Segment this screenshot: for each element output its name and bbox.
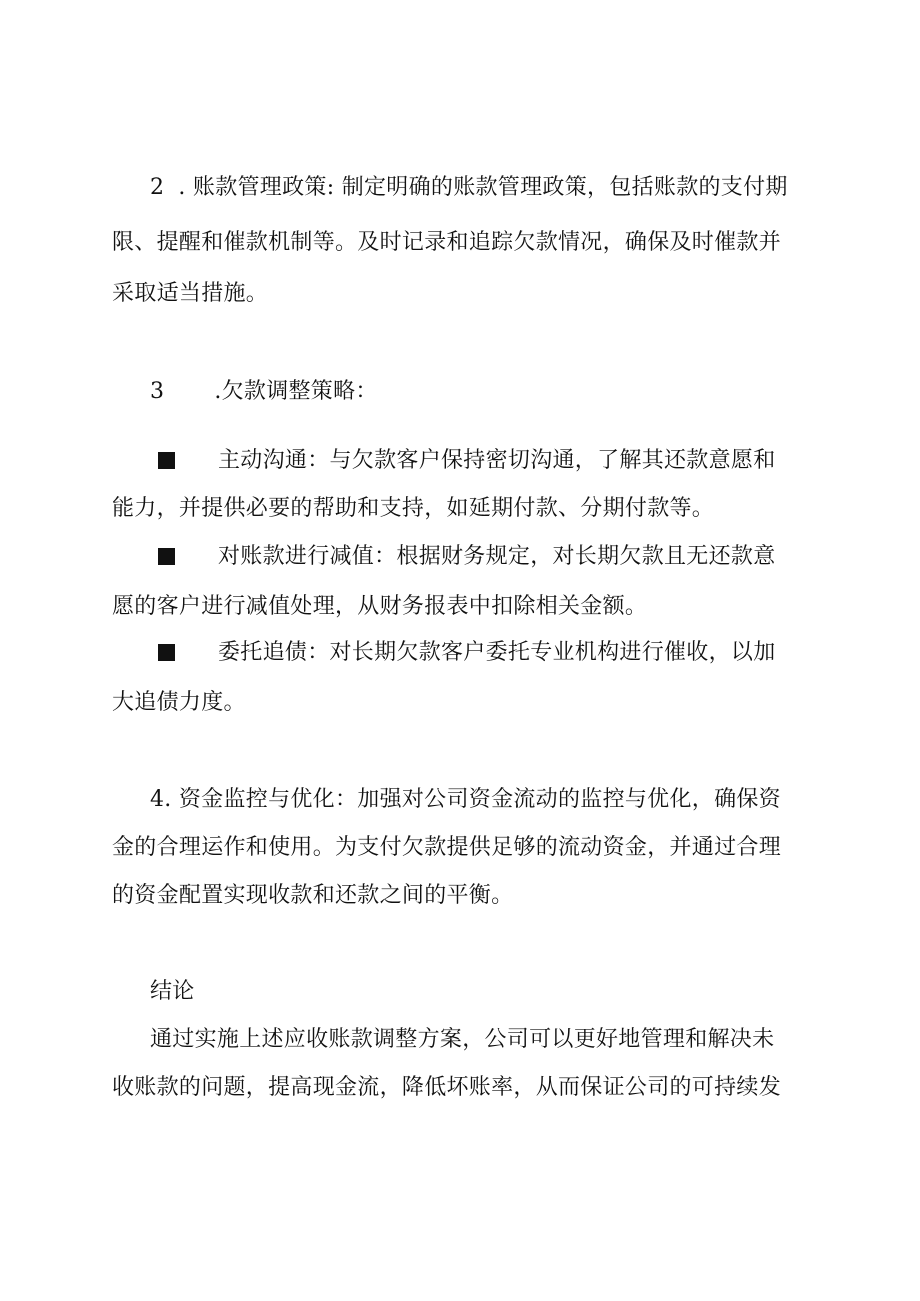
section3-heading: .欠款调整策略： [214,379,378,404]
section4-line-2: 金的合理运作和使用。为支付欠款提供足够的流动资金，并通过合理 [112,835,782,860]
conclusion-line-1: 通过实施上述应收账款调整方案，公司可以更好地管理和解决未 [150,1027,775,1052]
bullet-square-icon [158,452,175,469]
section3-item-1-line-1: 主动沟通：与欠款客户保持密切沟通，了解其还款意愿和 [218,448,776,473]
bullet-square-icon [158,548,175,565]
section3-item-1-line-2: 能力，并提供必要的帮助和支持，如延期付款、分期付款等。 [112,496,715,521]
section2-number: 2 [150,175,165,200]
section2-line-1 [150,174,850,202]
section3-item-2-line-1: 对账款进行减值：根据财务规定，对长期欠款且无还款意 [218,544,776,569]
section3-item-3-line-2: 大追债力度。 [112,690,246,715]
conclusion-heading: 结论 [150,979,195,1004]
section2-line-2: 限、提醒和催款机制等。及时记录和追踪欠款情况，确保及时催款并 [112,230,782,255]
section3-item-3-line-1: 委托追债：对长期欠款客户委托专业机构进行催收，以加 [218,640,776,665]
section3-heading-line [150,378,850,406]
section4-line-1: 4. 资金监控与优化：加强对公司资金流动的监控与优化，确保资 [150,787,781,812]
section3-number: 3 [150,379,165,404]
section3-item-2-line-2: 愿的客户进行减值处理，从财务报表中扣除相关金额。 [112,594,648,619]
bullet-square-icon [158,644,175,661]
section2-text-1: . 账款管理政策: 制定明确的账款管理政策，包括账款的支付期 [178,175,788,200]
conclusion-line-2: 收账款的问题，提高现金流，降低坏账率，从而保证公司的可持续发 [112,1075,782,1100]
section4-line-3: 的资金配置实现收款和还款之间的平衡。 [112,883,514,908]
section2-line-3: 采取适当措施。 [112,281,269,306]
